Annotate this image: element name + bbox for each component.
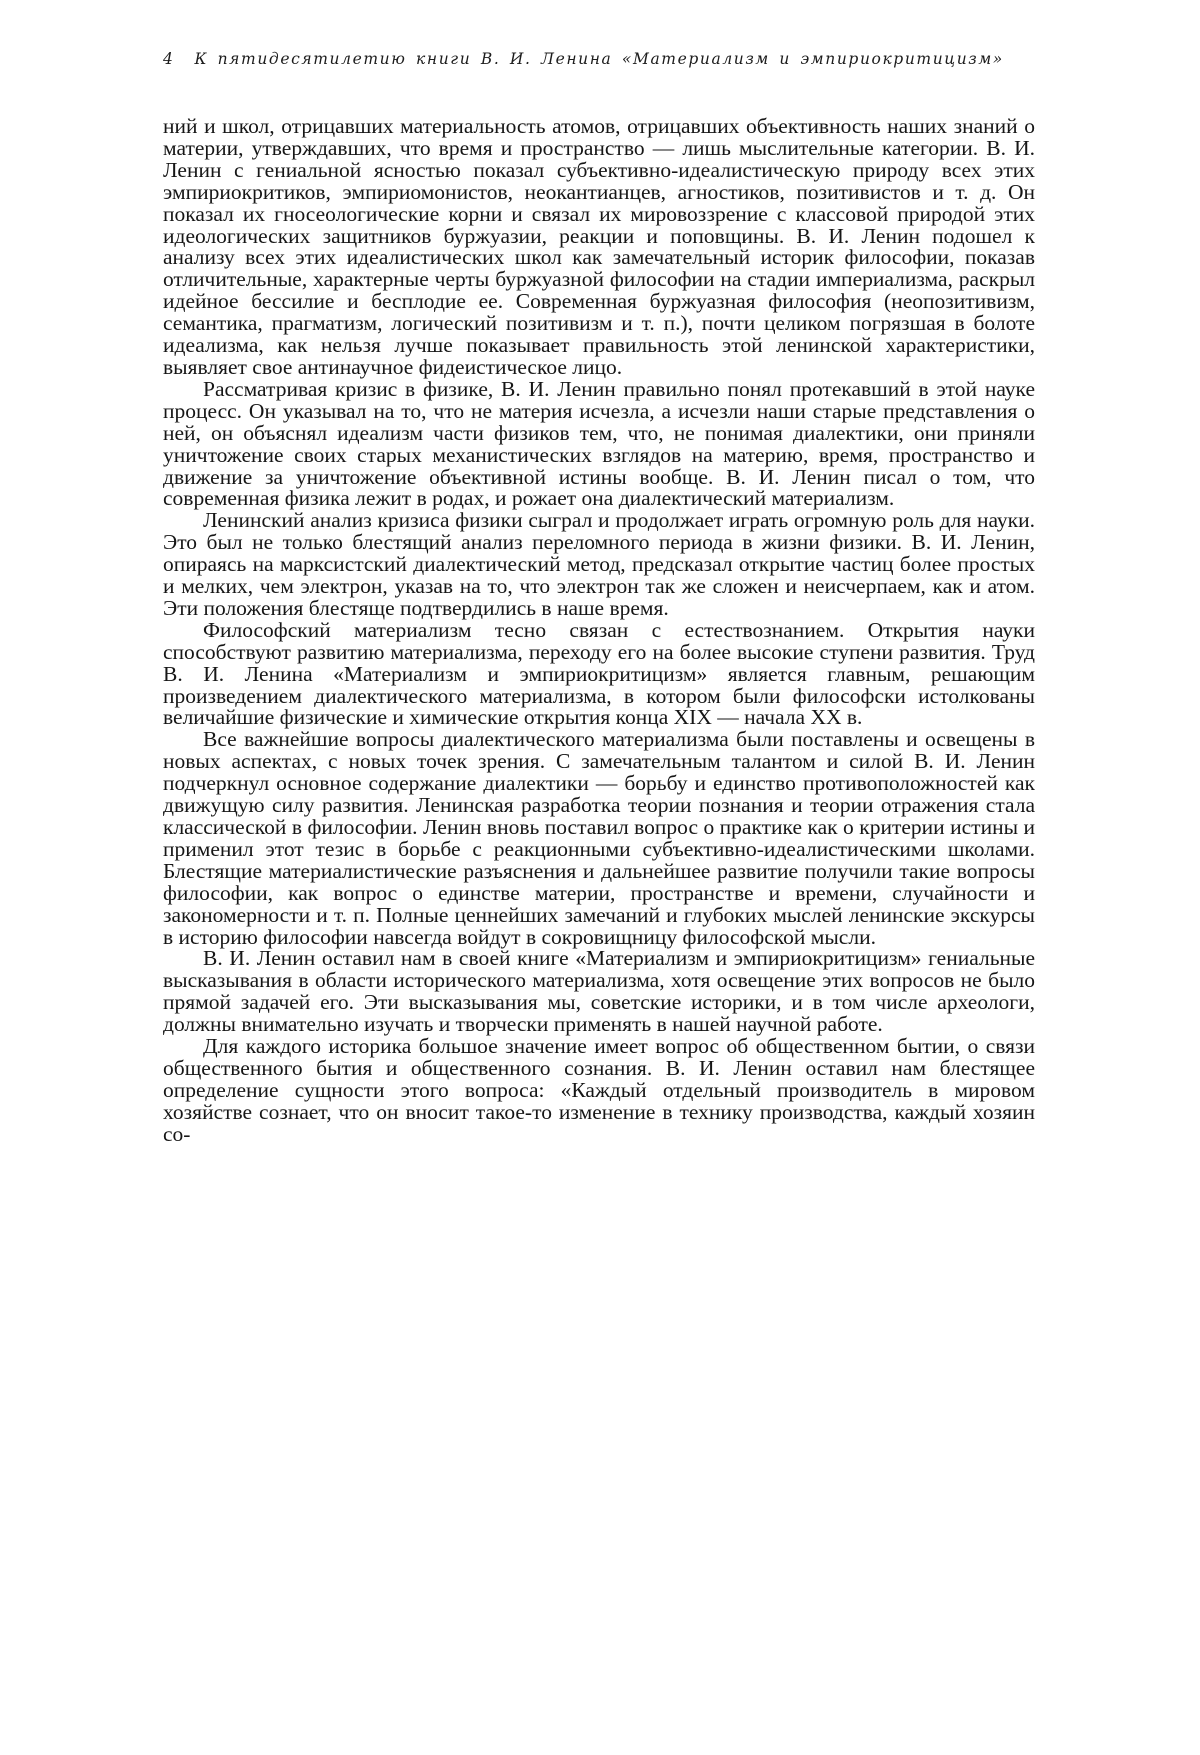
page-number: 4 <box>163 50 175 68</box>
paragraph-6: В. И. Ленин оставил нам в своей книге «Материализм и эмпириокритицизм» гениальные высказывания в области исторического материализма, хотя освещение этих вопросов не было прямой задачей его. Эти высказывания мы, советские историки, и в том числе археологи, должны внимательно изучать и творчески применять в нашей научной работе. <box>163 946 1035 1037</box>
paragraph-4: Философский материализм тесно связан с естествознанием. Открытия науки способствуют развитию материализма, переходу его на более высокие ступени развития. Труд В. И. Ленина «Материализм и эмпириокритицизм» является главным, решающим произведением диалектического материализма, в котором были философски истолкованы величайшие физические и химические открытия конца XIX — начала XX в. <box>163 617 1035 730</box>
document-page <box>163 50 1035 1146</box>
paragraph-7: Для каждого историка большое значение имеет вопрос об общественном бытии, о связи общественного бытия и общественного сознания. В. И. Ленин оставил нам блестящее определение сущности этого вопроса: «Каждый отдельный производитель в мировом хозяйстве сознает, что он вносит такое-то изменение в технику производства, каждый хозяин со- <box>163 1034 1035 1146</box>
paragraph-5: Все важнейшие вопросы диалектического материализма были поставлены и освещены в новых аспектах, с новых точек зрения. С замечательным талантом и силой В. И. Ленин подчеркнул основное содержание диалектики — борьбу и единство противоположностей как движущую силу развития. Ленинская разработка теории познания и теории отражения стала классической в философии. Ленин вновь поставил вопрос о практике как о критерии истины и применил этот тезис в борьбе с реакционными субъективно-идеалистическими школами. Блестящие материалистические разъяснения и дальнейшее развитие получили такие вопросы философии, как вопрос о единстве материи, пространстве и времени, случайности и закономерности и т. п. Полные ценнейших замечаний и глубоких мыслей ленинские экскурсы в историю философии навсегда войдут в сокровищницу философской мысли. <box>163 727 1035 949</box>
paragraph-1: ний и школ, отрицавших материальность атомов, отрицавших объективность наших знаний о материи, утверждавших, что время и пространство — лишь мыслительные категории. В. И. Ленин с гениальной ясностью показал субъективно-идеалистическую природу всех этих эмпириокритиков, эмпириомонистов, неокантианцев, агностиков, позитивистов и т. д. Он показал их гносеологические корни и связал их мировоззрение с классовой природой этих идеологических защитников буржуазии, реакции и поповщины. В. И. Ленин подошел к анализу всех этих идеалистических школ как замечательный историк философии, показав отличительные, характерные черты буржуазной философии на стадии империализма, раскрыл идейное бессилие и бесплодие ее. Современная буржуазная философия (неопозитивизм, семантика, прагматизм, логический позитивизм и т. п.), почти целиком погрязшая в болоте идеализма, как нельзя лучше показывает правильность этой ленинской характеристики, выявляет свое антинаучное фидеистическое лицо. <box>163 114 1035 379</box>
paragraph-3: Ленинский анализ кризиса физики сыграл и продолжает играть огромную роль для науки. Это был не только блестящий анализ переломного периода в жизни физики. В. И. Ленин, опираясь на марксистский диалектический метод, предсказал открытие частиц более простых и мелких, чем электрон, указав на то, что электрон так же сложен и неисчерпаем, как и атом. Эти положения блестяще подтвердились в наше время. <box>163 508 1035 620</box>
paragraph-2: Рассматривая кризис в физике, В. И. Ленин правильно понял протекавший в этой науке процесс. Он указывал на то, что не материя исчезла, а исчезли наши старые представления о ней, он объяснял идеализм части физиков тем, что, не понимая диалектики, они приняли уничтожение своих старых механистических взглядов на материю, время, пространство и движение за уничтожение объективной истины вообще. В. И. Ленин писал о том, что современная физика лежит в родах, и рожает она диалектический материализм. <box>163 376 1035 511</box>
running-header <box>163 50 1035 68</box>
running-title: К пятидесятилетию книги В. И. Ленина «Материализм и эмпириокритицизм» <box>194 50 1004 68</box>
body-text <box>163 116 1035 1146</box>
